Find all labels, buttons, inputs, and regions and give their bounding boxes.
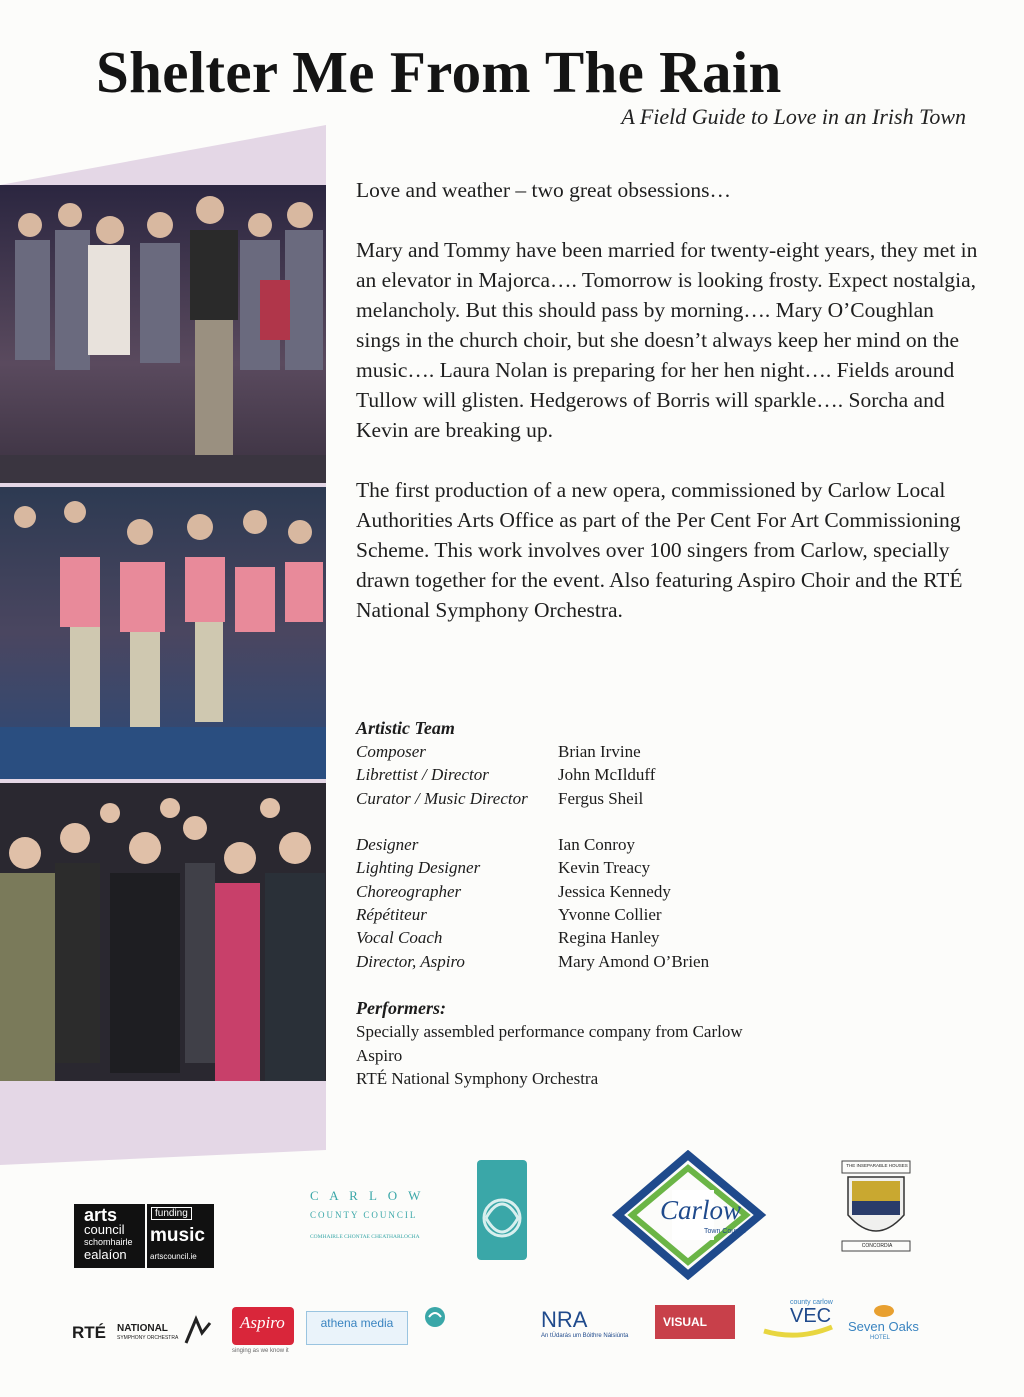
team-name: Regina Hanley xyxy=(558,928,660,948)
nso-note-icon xyxy=(182,1315,214,1347)
page-subtitle: A Field Guide to Love in an Irish Town xyxy=(621,104,966,129)
team-row xyxy=(356,950,956,973)
team-name: Ian Conroy xyxy=(558,835,635,855)
visual-logo: VISUAL xyxy=(655,1305,735,1339)
team-role: Director, Aspiro xyxy=(356,951,465,971)
synopsis: Mary and Tommy have been married for twenty-eight years, they met in an elevator in Majorca…. Tomorrow is looking frosty. Expect nostalgia, melancholy. But this should pass by morning…. Mary O’Coughlan sings in the church choir, but she doesn’t always keep her mind on the music…. Laura Nolan is preparing for her hen night…. Fields around Tullow will glisten. Hedgerows of Borris will sparkle…. Sorcha and Kevin are breaking up. xyxy=(356,238,978,442)
aspiro-tagline: singing as we know it xyxy=(232,1348,289,1354)
arts-council-logo: arts council schomhairle ealaíon funding music artscouncil.ie xyxy=(74,1204,214,1268)
team-name: Jessica Kennedy xyxy=(558,881,671,901)
performer-line: Specially assembled performance company from Carlow xyxy=(356,1022,743,1041)
team-group-2 xyxy=(356,833,956,973)
team-row xyxy=(356,880,956,903)
choir-photo-1 xyxy=(0,185,326,483)
team-row xyxy=(356,787,956,810)
team-row xyxy=(356,926,956,949)
team-name: Kevin Treacy xyxy=(558,858,651,878)
vec-logo: VEC xyxy=(790,1305,832,1327)
team-role: Répétiteur xyxy=(356,905,427,925)
team-row xyxy=(356,763,956,786)
artistic-team-heading: Artistic Team xyxy=(356,718,455,738)
team-role: Vocal Coach xyxy=(356,928,443,948)
athena-media-logo: athena media xyxy=(306,1311,408,1345)
choir-photo-2 xyxy=(0,487,326,779)
performers-heading: Performers: xyxy=(356,998,446,1018)
sponsor-logos-secondary xyxy=(0,1295,1024,1365)
performers xyxy=(356,996,976,1091)
carlow-town-council-logo: Carlow Town Council xyxy=(612,1150,772,1280)
vec-county-label: county carlow xyxy=(790,1299,833,1306)
description xyxy=(356,175,978,655)
tagline: Love and weather – two great obsessions… xyxy=(356,178,731,202)
team-name: Mary Amond O’Brien xyxy=(558,951,710,971)
team-group-1 xyxy=(356,740,956,810)
vec-swoosh-icon xyxy=(762,1323,834,1339)
crest-shield-icon xyxy=(836,1155,916,1255)
aspiro-logo: Aspiro xyxy=(232,1307,294,1345)
nso-orchestra-label: SYMPHONY ORCHESTRA xyxy=(117,1335,179,1341)
carlow-county-council-logo: C A R L O W COUNTY COUNCIL COMHAIRLE CHONTAE CHEATHARLOCHA xyxy=(300,1182,560,1262)
team-role: Composer xyxy=(356,742,426,761)
nra-logo: NRA xyxy=(541,1307,588,1332)
artistic-team xyxy=(356,716,956,973)
seven-oaks-logo: Seven Oaks xyxy=(848,1319,919,1334)
seven-oaks-hotel-label: HOTEL xyxy=(870,1335,891,1341)
page-title: Shelter Me From The Rain xyxy=(96,39,782,105)
town-crest-logo: THE INSEPARABLE HOUSES CONCORDIA xyxy=(836,1155,916,1255)
pobal-logo-icon xyxy=(423,1305,447,1329)
nra-tagline: An tÚdarás um Bóithre Náisiúnta xyxy=(541,1333,629,1339)
team-name: Fergus Sheil xyxy=(558,788,644,808)
team-role: Librettist / Director xyxy=(356,765,489,785)
team-role: Lighting Designer xyxy=(356,858,481,878)
rte-logo: RTÉ xyxy=(72,1323,106,1342)
team-name: Brian Irvine xyxy=(558,742,641,761)
team-role: Designer xyxy=(356,835,419,855)
team-name: John McIlduff xyxy=(558,765,656,785)
performer-line: RTÉ National Symphony Orchestra xyxy=(356,1069,599,1088)
team-row xyxy=(356,903,956,926)
choir-photo-3 xyxy=(0,783,326,1081)
team-row xyxy=(356,740,956,763)
sponsor-logos-primary xyxy=(0,1150,1024,1280)
team-name: Yvonne Collier xyxy=(558,905,662,925)
team-row xyxy=(356,856,956,879)
performer-line: Aspiro xyxy=(356,1045,403,1065)
seven-oaks-leaf-icon xyxy=(872,1303,896,1319)
carlow-knot-icon xyxy=(472,1160,532,1260)
nso-logo: NATIONAL xyxy=(117,1323,168,1334)
team-role: Choreographer xyxy=(356,881,462,901)
production-note: The first production of a new opera, commissioned by Carlow Local Authorities Arts Office as part of the Per Cent For Art Commissioning Scheme. This work involves over 100 singers from Carlow, specially drawn together for the event. Also featuring Aspiro Choir and the RTÉ National Symphony Orchestra. xyxy=(356,478,963,622)
team-row xyxy=(356,833,956,856)
team-role: Curator / Music Director xyxy=(356,788,528,808)
